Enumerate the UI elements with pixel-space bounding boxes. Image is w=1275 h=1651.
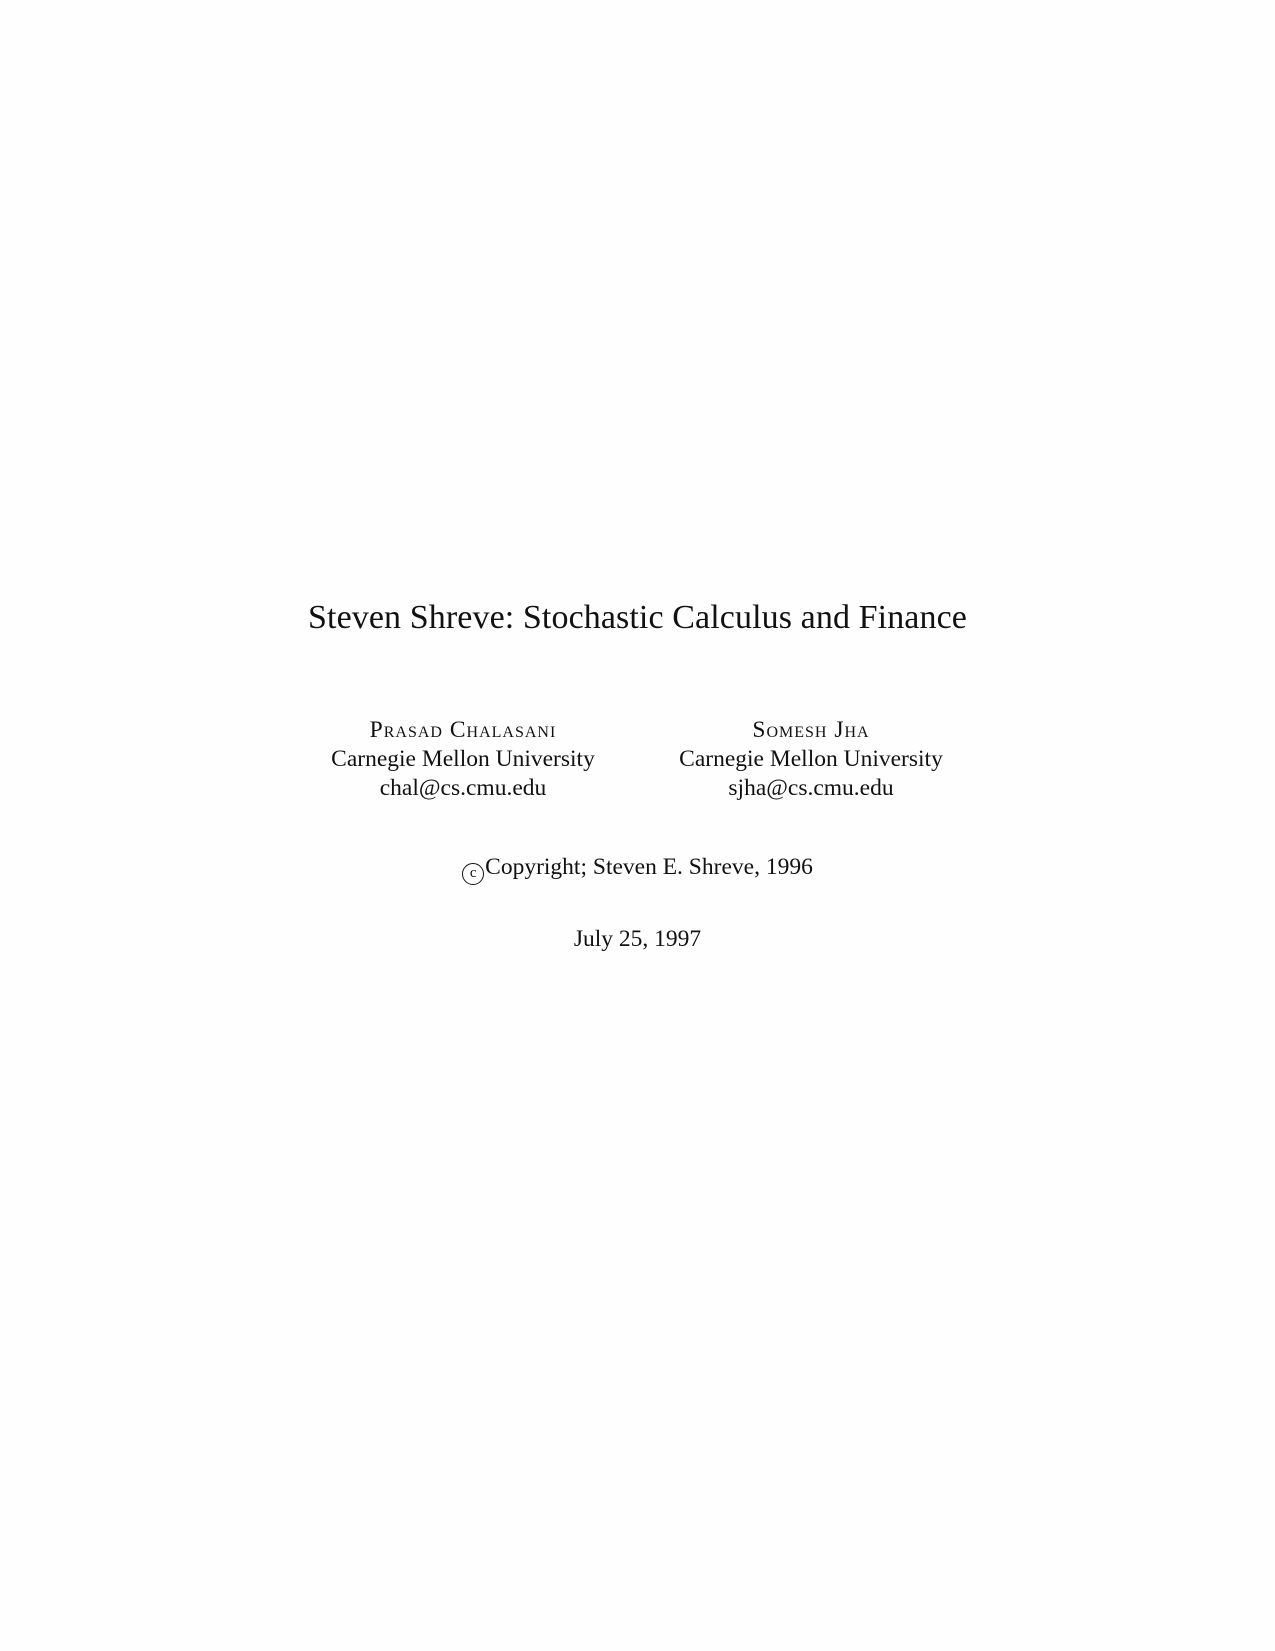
- author-email: sjha@cs.cmu.edu: [728, 775, 894, 801]
- author-affiliation: Carnegie Mellon University: [331, 746, 595, 772]
- copyright-icon: c: [462, 863, 484, 885]
- author-email: chal@cs.cmu.edu: [379, 775, 547, 801]
- copyright-text: Copyright; Steven E. Shreve, 1996: [485, 854, 813, 880]
- author-2: [646, 716, 976, 803]
- document-title: Steven Shreve: Stochastic Calculus and Finance: [308, 599, 967, 636]
- author-affiliation: Carnegie Mellon University: [679, 746, 943, 772]
- author-1: [298, 716, 628, 803]
- author-name: Somesh Jha: [752, 717, 870, 743]
- author-name: Prasad Chalasani: [369, 717, 557, 743]
- copyright-notice: [0, 853, 1275, 885]
- document-date: July 25, 1997: [573, 926, 702, 952]
